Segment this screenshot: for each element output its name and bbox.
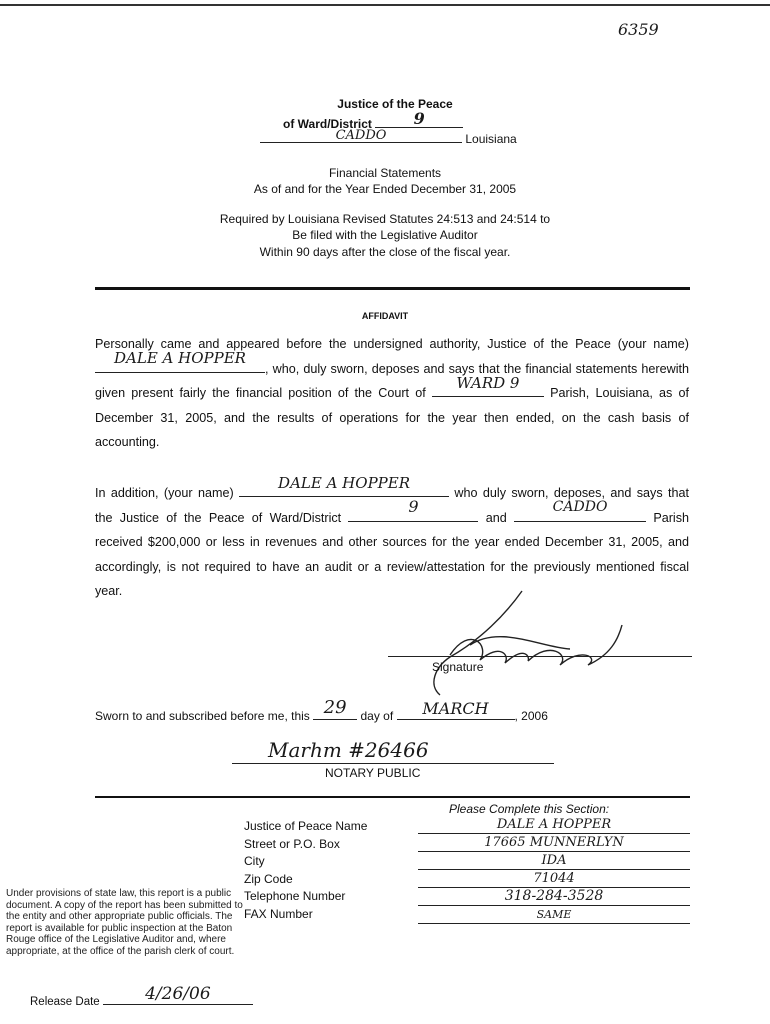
- disclaimer-line: report is available for public inspection at the Baton: [6, 922, 233, 934]
- notary-label: NOTARY PUBLIC: [325, 766, 421, 780]
- p2-text-c: Parish received $200,000 or less in revenues and other sources for the year ended December 31, 2005, and accordingly, is not required to have an audit or a review/attestation for the previously mentioned fiscal year.: [95, 510, 690, 598]
- sworn-day-value: 29: [323, 697, 347, 718]
- signature-line: [388, 656, 692, 657]
- required-line-3: Within 90 days after the close of the fiscal year.: [259, 245, 511, 259]
- required-line-1: Required by Louisiana Revised Statutes 24:513 and 24:514 to: [219, 212, 551, 226]
- p1-court-blank: [432, 373, 544, 397]
- header-title: Justice of the Peace: [337, 97, 453, 111]
- p1-court-value: WARD 9: [456, 373, 520, 392]
- sworn-text-a: Sworn to and subscribed before me, this: [95, 709, 310, 723]
- sworn-month-value: MARCH: [422, 699, 489, 718]
- p2-name-value: DALE A HOPPER: [278, 473, 410, 492]
- required-line-2: Be filed with the Legislative Auditor: [292, 228, 478, 242]
- sworn-month-blank: [397, 699, 515, 720]
- parish-line: [260, 129, 517, 146]
- ward-value: 9: [413, 109, 425, 128]
- release-date-blank: [103, 984, 253, 1005]
- contact-label-street: Street or P.O. Box: [244, 836, 340, 851]
- contact-values: [418, 816, 690, 924]
- p2-text-b: who duly sworn, deposes, and says that the Justice of the Peace of Ward/District: [95, 486, 690, 525]
- notary-signature: Marhm #26466: [268, 738, 429, 762]
- p2-ward-value: 9: [408, 497, 419, 516]
- p1-name-value: DALE A HOPPER: [114, 349, 246, 367]
- contact-label-city: City: [244, 854, 265, 868]
- page-number: 6359: [618, 20, 659, 39]
- contact-value-name: DALE A HOPPER: [418, 816, 690, 834]
- release-date: [30, 984, 253, 1008]
- p2-text-a: In addition, (your name): [95, 486, 234, 500]
- disclaimer-line: document. A copy of the report has been submitted to: [6, 899, 243, 911]
- release-date-value: 4/26/06: [145, 984, 211, 1004]
- contact-label-phone: Telephone Number: [244, 889, 346, 903]
- release-date-label: Release Date: [30, 996, 100, 1008]
- affidavit-paragraph-1: [95, 332, 689, 455]
- contact-value-fax: SAME: [418, 906, 690, 924]
- contact-label-zip: Zip Code: [244, 871, 293, 886]
- section-divider-top: [95, 287, 690, 290]
- p1-text-b: , who, duly sworn, deposes and says that the financial statements herewith given present fairly the financial position of the Court of: [95, 361, 689, 400]
- top-border: [0, 4, 770, 6]
- signature-label: Signature: [432, 660, 484, 674]
- statement-line-2: As of and for the Year Ended December 31, 2005: [253, 182, 517, 196]
- disclaimer-line: appropriate, at the office of the parish clerk of court.: [6, 945, 235, 957]
- p1-text-a: Personally came and appeared before the undersigned authority, Justice of the Peace (your name): [95, 337, 689, 351]
- ward-label: of Ward/District: [283, 117, 372, 131]
- disclaimer-line: Rouge office of the Legislative Auditor and, where: [6, 934, 226, 946]
- p2-and: and: [485, 510, 507, 525]
- disclaimer-line: Under provisions of state law, this report is a public: [6, 888, 232, 899]
- parish-blank: [260, 129, 462, 143]
- sworn-year: , 2006: [514, 709, 548, 723]
- ward-blank: [375, 109, 463, 128]
- contact-note: Please Complete this Section:: [449, 802, 610, 816]
- p2-parish-blank: [514, 499, 646, 522]
- contact-label-name: Justice of Peace Name: [244, 819, 368, 833]
- p1-text-c: Parish, Louisiana, as of December 31, 2005, and the results of operations for the year then ended, on the cash basis of accounting.: [95, 386, 690, 449]
- sworn-line: [95, 697, 548, 723]
- contact-label-fax: FAX Number: [244, 906, 313, 921]
- section-divider-bottom: [95, 796, 690, 798]
- public-document-disclaimer: [6, 888, 296, 958]
- affidavit-heading: AFFIDAVIT: [361, 311, 409, 321]
- p1-name-blank: [95, 349, 265, 373]
- parish-value: CADDO: [335, 128, 387, 143]
- sworn-text-b: day of: [360, 709, 394, 723]
- contact-value-city: IDA: [418, 852, 690, 870]
- notary-line: [232, 763, 554, 764]
- contact-value-phone: 318-284-3528: [418, 888, 690, 906]
- disclaimer-line: the entity and other appropriate public officials. The: [6, 911, 233, 923]
- p2-parish-value: CADDO: [552, 499, 608, 515]
- contact-value-street: 17665 MUNNERLYN: [418, 834, 690, 852]
- sworn-day-blank: [313, 697, 357, 720]
- statement-line-1: Financial Statements: [328, 166, 442, 180]
- state-label: Louisiana: [465, 132, 517, 146]
- contact-value-zip: 71044: [418, 870, 690, 888]
- p2-ward-blank: [348, 497, 478, 522]
- signature-scribble: [410, 585, 630, 705]
